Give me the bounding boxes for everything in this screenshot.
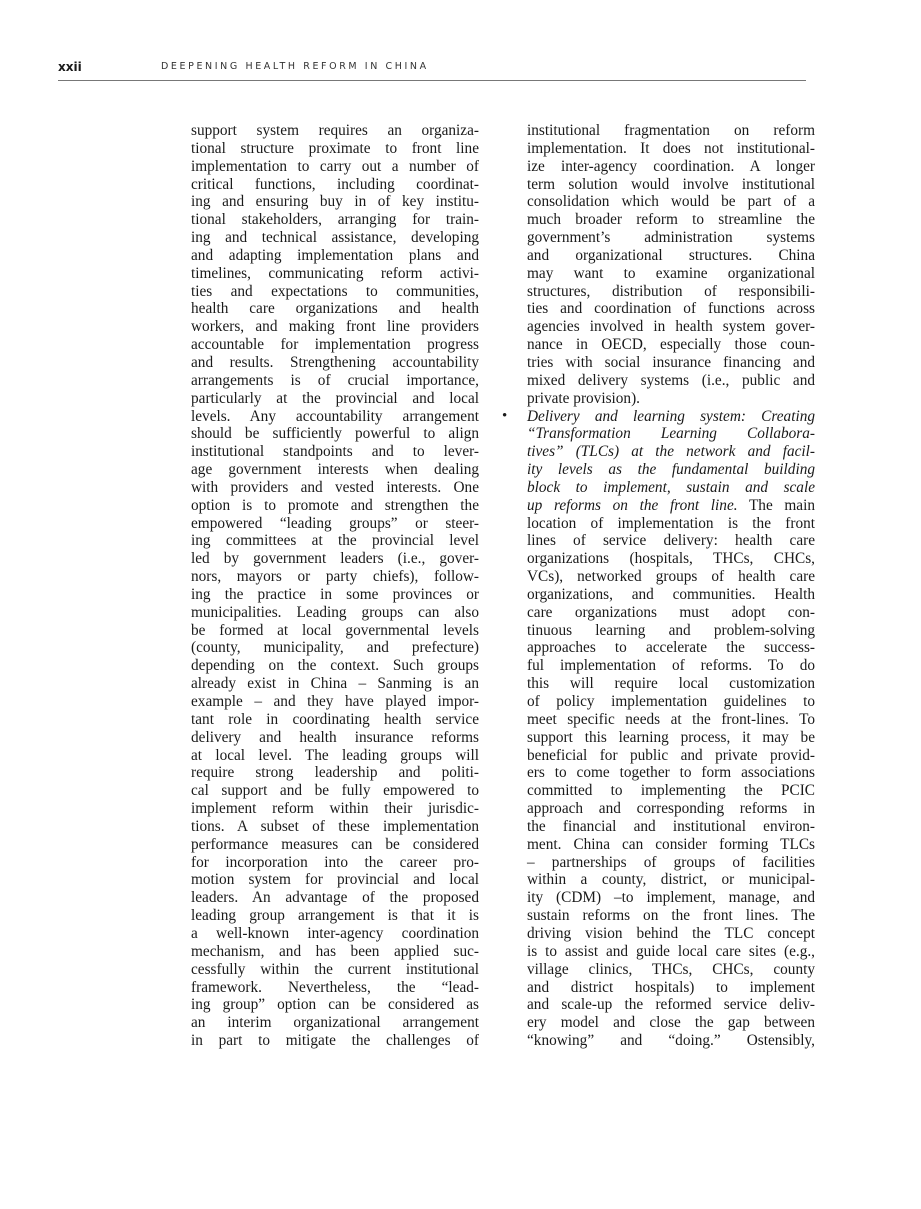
text-line: mechanism, and has been applied suc-	[191, 942, 479, 960]
text-line: ize inter-agency coordination. A longer	[527, 157, 815, 175]
right-column-top	[527, 122, 815, 408]
text-line: institutional standpoints and to lever-	[191, 443, 479, 461]
text-line: beneficial for public and private provid-	[527, 746, 815, 764]
text-line: ing group” option can be considered as	[191, 996, 479, 1014]
text-line: tries with social insurance financing and	[527, 353, 815, 371]
text-line: block to implement, sustain and scale	[527, 478, 815, 496]
text-line: of policy implementation guidelines to	[527, 693, 815, 710]
text-line: government’s administration systems	[527, 229, 815, 247]
text-line: cal support and be fully empowered to	[191, 782, 479, 800]
text-line: framework. Nevertheless, the “lead-	[191, 978, 479, 996]
text-line: levels. Any accountability arrangement	[191, 407, 479, 425]
text-line: ties and expectations to communities,	[191, 282, 479, 300]
text-line: tional structure proximate to front line	[191, 139, 479, 157]
text-line: timelines, communicating reform activi-	[191, 264, 479, 282]
text-line: accountable for implementation progress	[191, 336, 479, 354]
text-line: private provision).	[527, 389, 641, 407]
text-line: an interim organizational arrangement	[191, 1014, 479, 1032]
text-line: committed to implementing the PCIC	[527, 782, 815, 800]
text-line: ful implementation of reforms. To do	[527, 657, 815, 675]
text-line: structures, distribution of responsibili-	[527, 282, 815, 300]
text-line: is to assist and guide local care sites (e.g.,	[527, 942, 815, 960]
text-line: ery model and close the gap between	[527, 1014, 815, 1032]
text-line: performance measures can be considered	[191, 835, 479, 853]
text-line: support this learning process, it may be	[527, 728, 815, 746]
text-line: agencies involved in health system gover-	[527, 318, 815, 336]
running-head: DEEPENING HEALTH REFORM IN CHINA	[161, 61, 429, 72]
text-line: meet specific needs at the front-lines. To	[527, 710, 815, 728]
text-line: for incorporation into the career pro-	[191, 853, 479, 871]
text-line: leaders. An advantage of the proposed	[191, 889, 479, 907]
text-line: Delivery and learning system: Creating	[527, 407, 815, 425]
text-line: organizations (hospitals, THCs, CHCs,	[527, 550, 815, 568]
text-line: in part to mitigate the challenges of	[191, 1032, 479, 1050]
text-line: ity (CDM) –to implement, manage, and	[527, 889, 815, 907]
text-line: empowered “leading groups” or steer-	[191, 514, 479, 532]
text-line: ers to come together to form associations	[527, 764, 815, 782]
text-line: and scale-up the reformed service deliv-	[527, 996, 815, 1014]
text-line: consolidation which would be part of a	[527, 193, 815, 211]
page-number: xxii	[58, 60, 82, 74]
text-line: particularly at the provincial and local	[191, 389, 479, 407]
text-line: motion system for provincial and local	[191, 871, 479, 889]
text-line: institutional fragmentation on reform	[527, 122, 815, 139]
text-line: and district hospitals) to implement	[527, 978, 815, 996]
text-line: ity levels as the fundamental building	[527, 461, 815, 479]
text-line: example – and they have played impor-	[191, 693, 479, 710]
text-line: municipalities. Leading groups can also	[191, 603, 479, 621]
text-line: nors, mayors or party chiefs), follow-	[191, 568, 479, 586]
text-line: a well-known inter-agency coordination	[191, 924, 479, 942]
text-line: location of implementation is the front	[527, 514, 815, 532]
text-line: and organizational structures. China	[527, 246, 815, 264]
text-line: implementation. It does not institutional-	[527, 139, 815, 157]
left-column	[191, 122, 479, 1050]
text-line: sustain reforms on the front lines. The	[527, 907, 815, 925]
text-line: be formed at local governmental levels	[191, 621, 479, 639]
text-line: should be sufficiently powerful to align	[191, 425, 479, 443]
text-line: cessfully within the current institutional	[191, 960, 479, 978]
text-line: village clinics, THCs, CHCs, county	[527, 960, 815, 978]
text-line: with providers and vested interests. One	[191, 478, 479, 496]
text-line: and adapting implementation plans and	[191, 246, 479, 264]
text-line: ties and coordination of functions across	[527, 300, 815, 318]
text-line: ment. China can consider forming TLCs	[527, 835, 815, 853]
text-line: ing and technical assistance, developing	[191, 229, 479, 247]
text-line: tant role in coordinating health service	[191, 710, 479, 728]
text-line: arrangements is of crucial importance,	[191, 371, 479, 389]
text-line: within a county, district, or municipal-	[527, 871, 815, 889]
text-line: may want to examine organizational	[527, 264, 815, 282]
text-line: (county, municipality, and prefecture)	[191, 639, 479, 657]
text-line: support system requires an organiza-	[191, 122, 479, 139]
text-line	[527, 497, 815, 515]
text-line: tinuous learning and problem-solving	[527, 621, 815, 639]
text-line: term solution would involve institutional	[527, 175, 815, 193]
text-line: require strong leadership and politi-	[191, 764, 479, 782]
text-line: this will require local customization	[527, 675, 815, 693]
right-column	[502, 122, 815, 1050]
text-line: – partnerships of groups of facilities	[527, 853, 815, 871]
text-line: ing the practice in some provinces or	[191, 585, 479, 603]
roman-run: The main	[737, 496, 815, 514]
text-line: “Transformation Learning Collabora-	[527, 425, 815, 443]
text-line: driving vision behind the TLC concept	[527, 924, 815, 942]
text-line: delivery and health insurance reforms	[191, 728, 479, 746]
header-rule	[58, 80, 806, 81]
text-line: led by government leaders (i.e., gover-	[191, 550, 479, 568]
text-line: implementation to carry out a number of	[191, 157, 479, 175]
text-line: “knowing” and “doing.” Ostensibly,	[527, 1032, 815, 1050]
text-line: depending on the context. Such groups	[191, 657, 479, 675]
text-line: care organizations must adopt con-	[527, 603, 815, 621]
text-line: tional stakeholders, arranging for train-	[191, 211, 479, 229]
text-line: mixed delivery systems (i.e., public and	[527, 371, 815, 389]
text-line: the financial and institutional environ-	[527, 817, 815, 835]
text-line: at local level. The leading groups will	[191, 746, 479, 764]
italic-run: up reforms on the front line.	[527, 496, 738, 514]
bullet-marker: •	[502, 407, 508, 424]
text-line: health care organizations and health	[191, 300, 479, 318]
text-line: approach and corresponding reforms in	[527, 800, 815, 818]
text-line: ing and ensuring buy in of key institu-	[191, 193, 479, 211]
bullet-item	[502, 407, 815, 1050]
text-line: nance in OECD, especially those coun-	[527, 336, 815, 354]
text-line: critical functions, including coordinat-	[191, 175, 479, 193]
text-line: tions. A subset of these implementation	[191, 817, 479, 835]
text-line: age government interests when dealing	[191, 461, 479, 479]
text-line: and results. Strengthening accountability	[191, 353, 479, 371]
text-line: ing committees at the provincial level	[191, 532, 479, 550]
text-line: organizations, and communities. Health	[527, 585, 815, 603]
text-line: approaches to accelerate the success-	[527, 639, 815, 657]
text-line: already exist in China – Sanming is an	[191, 675, 479, 693]
text-line: much broader reform to streamline the	[527, 211, 815, 229]
text-line: tives” (TLCs) at the network and facil-	[527, 443, 815, 461]
text-line: VCs), networked groups of health care	[527, 568, 815, 586]
text-line: lines of service delivery: health care	[527, 532, 815, 550]
text-line: implement reform within their jurisdic-	[191, 800, 479, 818]
text-line: leading group arrangement is that it is	[191, 907, 479, 925]
text-line: option is to promote and strengthen the	[191, 496, 479, 514]
text-line: workers, and making front line providers	[191, 318, 479, 336]
